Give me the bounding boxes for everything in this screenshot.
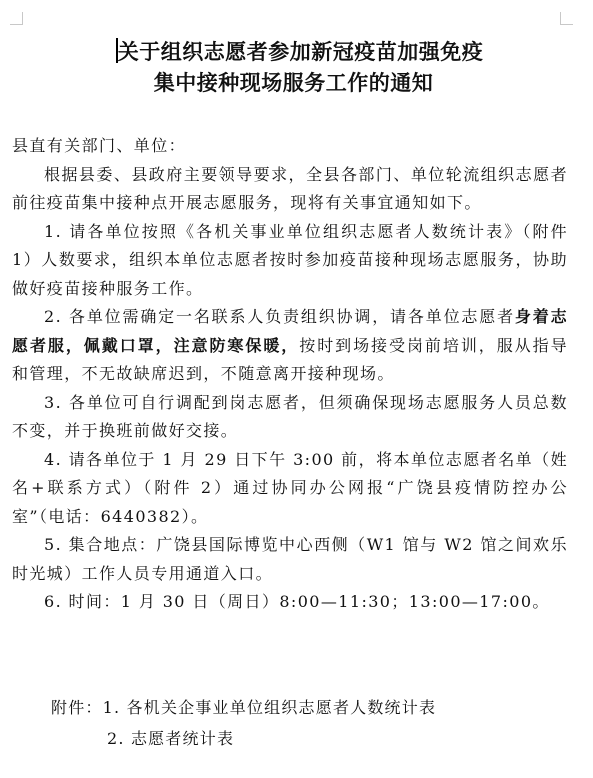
- salutation: 县直有关部门、单位：: [12, 136, 187, 155]
- attachment-line-1: 附件：1. 各机关企事业单位组织志愿者人数统计表: [51, 698, 437, 717]
- item-2-text-end: 按时到场接受岗前培训，服从指导和管理，不无故缺席迟到，不随意离开接种现场。: [12, 335, 568, 383]
- title-line-1-text: 关于组织志愿者参加新冠疫苗加强免疫: [117, 39, 484, 64]
- title-line-1: [3, 36, 593, 67]
- item-6: 6. 时间：1 月 30 日（周日）8:00—11:30；13:00—17:00。: [44, 592, 550, 611]
- item-2-text-start: 2. 各单位需确定一名联系人负责组织协调，请各单位志愿者: [44, 307, 515, 326]
- document-body: [12, 132, 568, 617]
- item-2: [12, 303, 568, 389]
- item-1: 1. 请各单位按照《各机关事业单位组织志愿者人数统计表》（附件 1）人数要求，组织本单位志愿者按时参加疫苗接种现场志愿服务，协助做好疫苗接种服务工作。: [12, 221, 568, 298]
- title-line-2: 集中接种现场服务工作的通知: [153, 70, 434, 95]
- item-2-bold-text: 身着志愿者服，佩戴口罩，注意防寒保暖，: [12, 307, 568, 355]
- item-3: 3. 各单位可自行调配到岗志愿者，但须确保现场志愿服务人员总数不变，并于换班前做好交接。: [12, 392, 568, 440]
- document-title: [0, 36, 593, 98]
- crop-mark-top-right: [560, 12, 573, 25]
- crop-mark-top-left: [10, 12, 23, 25]
- item-4: 4. 请各单位于 1 月 29 日下午 3:00 前，将本单位志愿者名单（姓名+联系方式）（附件 2）通过协同办公网报“广饶县疫情防控办公室”（电话：6440382）。: [12, 449, 568, 526]
- attachment-line-2: 2. 志愿者统计表: [107, 729, 235, 748]
- intro-paragraph: 根据县委、县政府主要领导要求，全县各部门、单位轮流组织志愿者前往疫苗集中接种点开展志愿服务，现将有关事宜通知如下。: [12, 164, 568, 212]
- item-5: 5. 集合地点：广饶县国际博览中心西侧（W1 馆与 W2 馆之间欢乐时光城）工作人员专用通道入口。: [12, 535, 568, 583]
